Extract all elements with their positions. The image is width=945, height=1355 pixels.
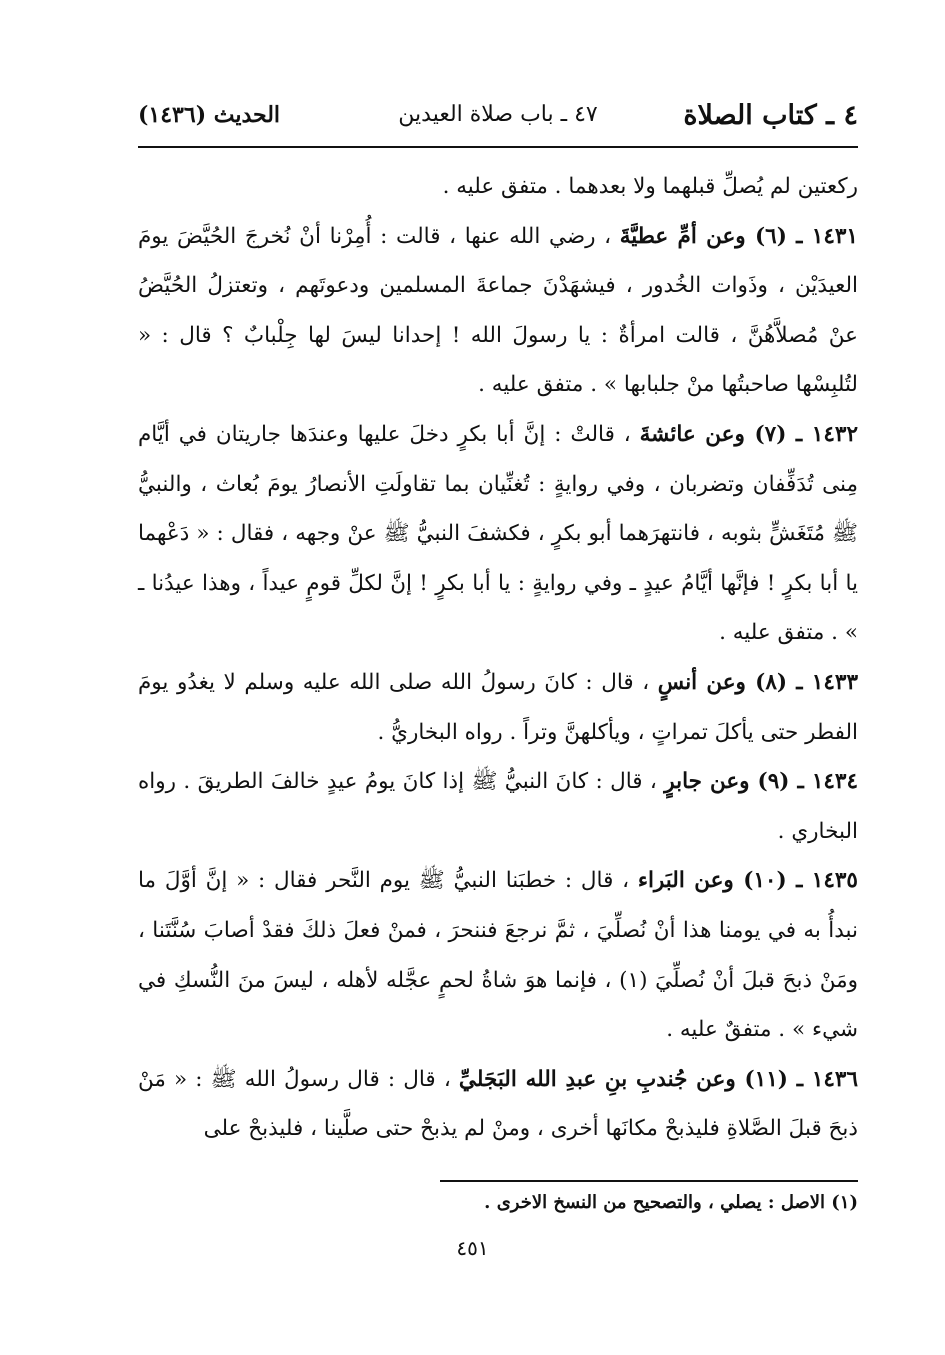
hadith-number: ١٤٣٢ ـ (٧) وعن عائشةَ xyxy=(639,421,858,447)
paragraph-text: ، قالتْ : إنَّ أبا بكرٍ دخلَ عليها وعندَها جاريتان في أيَّام مِنى تُدَفِّفان وتضربان ، وفي روايةٍ : تُغنِّيان بما تقاولَتِ الأنصارُ يومَ بُعاث ، والنبيُّ ﷺ مُتَغَشٍّ بثوبه ، فانتهرَهما أبو بكرٍ ، فكشفَ النبيُّ ﷺ عنْ وجهه ، فقال : « دَعْهما يا أبا بكرٍ ! فإنَّها أيَّامُ عيدٍ ـ وفي روايةٍ : يا أبا بكرٍ ! إنَّ لكلِّ قومٍ عيداً ، وهذا عيدُنا ـ » . متفق عليه . xyxy=(138,421,858,646)
hadith-number: ١٤٣٦ ـ (١١) وعن جُندبِ بنِ عبدِ الله البَجَليِّ xyxy=(458,1066,859,1092)
page-header xyxy=(138,90,858,144)
hadith-1434 xyxy=(138,757,858,856)
hadith-1432 xyxy=(138,410,858,658)
paragraph-text: ، قال : قال رسولُ الله ﷺ : « مَنْ ذبحَ قبلَ الصَّلاةِ فليذبحْ مكانَها أخرى ، ومنْ لم يذبحْ حتى صلَّينا ، فليذبحْ على xyxy=(138,1066,858,1142)
paragraph-text: ركعتين لم يُصلِّ قبلهما ولا بعدهما . متفق عليه . xyxy=(442,174,858,199)
paragraph-text: ، قال : كانَ رسولُ الله صلى الله عليه وسلم لا يغدُو يومَ الفطر حتى يأكلَ تمراتٍ ، ويأكلهنَّ وتراً . رواه البخاريُّ . xyxy=(138,669,858,745)
hadith-number: ١٤٣٥ ـ (١٠) وعن البَراء xyxy=(637,868,858,894)
paragraph-text: ، قال : خطبَنا النبيُّ ﷺ يوم النَّحر فقال : « إنَّ أوَّلَ ما نبدأُ به في يومنا هذا أنْ نُصلِّيَ ، ثمَّ نرجعَ فننحرَ ، فمنْ فعلَ ذلكَ فقدْ أصابَ سُنَّتَنا ، ومَنْ ذبحَ قبلَ أنْ نُصلِّيَ (١) ، فإنما هوَ شاةُ لحمٍ عجَّله لأهله ، ليسَ منَ النُّسكِ في شيء » . متفقٌ عليه . xyxy=(138,868,858,1043)
paragraph-text: ، رضي الله عنها ، قالت : أُمِرْنا أنْ نُخرجَ الحُيَّضَ يومَ العيدَيْن ، وذَوات الخُدور ، فيشهَدْنَ جماعةَ المسلمين ودعوتَهم ، وتعتزلُ الحُيَّضُ عنْ مُصلاَّهُنَّ ، قالت امرأةٌ : يا رسولَ الله ! إحدانا ليسَ لها جِلْبابٌ ؟ قال : « لتُلبِسْها صاحبتُها منْ جلبابها » . متفق عليه . xyxy=(138,223,858,398)
hadith-1435 xyxy=(138,856,858,1054)
paragraph-text: ، قال : كانَ النبيُّ ﷺ إذا كانَ يومُ عيدٍ خالفَ الطريقَ . رواه البخاري . xyxy=(138,769,858,844)
header-divider xyxy=(138,146,858,148)
footnote: (١) الاصل : يصلي ، والتصحيح من النسخ الاخرى . xyxy=(484,1192,858,1213)
hadith-number: ١٤٣١ ـ (٦) وعن أمِّ عطيَّةَ xyxy=(619,223,858,249)
main-text xyxy=(138,162,858,1154)
hadith-number: ١٤٣٤ ـ (٩) وعن جابرٍ xyxy=(664,769,859,795)
hadith-1431 xyxy=(138,212,858,410)
book-title: ٤ ـ كتاب الصلاة xyxy=(683,100,858,131)
paragraph-continuation xyxy=(138,162,858,212)
hadith-1433 xyxy=(138,658,858,757)
chapter-title: ٤٧ ـ باب صلاة العيدين xyxy=(398,102,598,127)
hadith-range: الحديث (١٤٣٦) xyxy=(138,102,281,128)
page-number: ٤٥١ xyxy=(456,1236,489,1260)
footnote-divider xyxy=(440,1180,858,1182)
hadith-number: ١٤٣٣ ـ (٨) وعن أنسٍ xyxy=(657,669,858,695)
hadith-1436 xyxy=(138,1055,858,1154)
